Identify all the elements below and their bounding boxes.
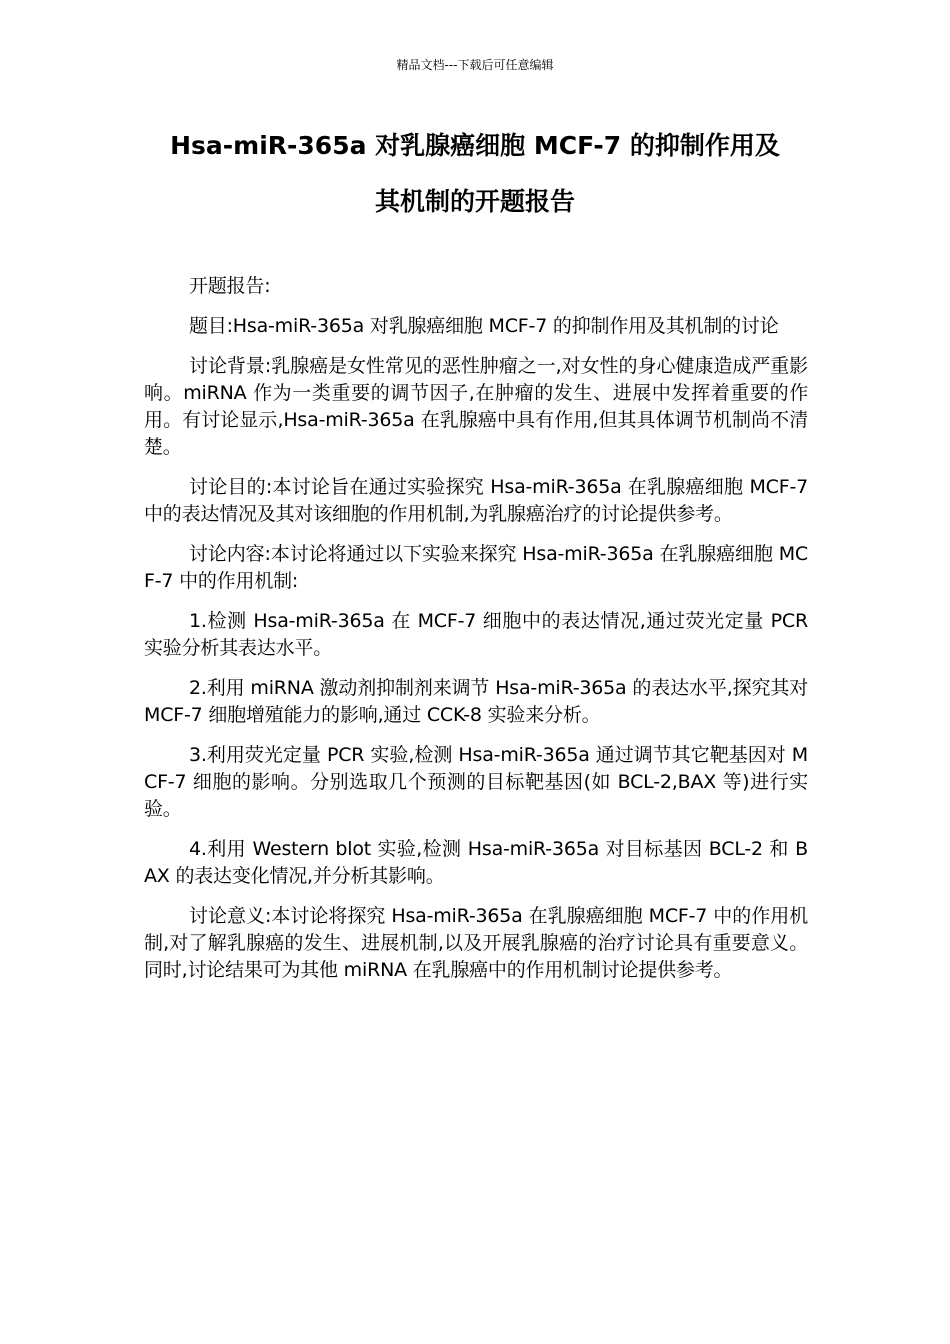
paragraph-purpose: 讨论目的:本讨论旨在通过实验探究 Hsa-miR-365a 在乳腺癌细胞 MCF-7 中的表达情况及其对该细胞的作用机制,为乳腺癌治疗的讨论提供参考。: [144, 476, 808, 525]
paragraph-experiment-3: 3.利用荧光定量 PCR 实验,检测 Hsa-miR-365a 通过调节其它靶基因对 MCF-7 细胞的影响。分别选取几个预测的目标靶基因(如 BCL-2,BAX 等)进行实验。: [144, 744, 808, 820]
paragraph-experiment-2: 2.利用 miRNA 激动剂抑制剂来调节 Hsa-miR-365a 的表达水平,探究其对 MCF-7 细胞增殖能力的影响,通过 CCK-8 实验来分析。: [144, 677, 808, 726]
page-header: 精品文档---下载后可任意编辑: [396, 58, 554, 72]
paragraph-topic: 题目:Hsa-miR-365a 对乳腺癌细胞 MCF-7 的抑制作用及其机制的讨论: [189, 315, 779, 337]
paragraph-experiment-1: 1.检测 Hsa-miR-365a 在 MCF-7 细胞中的表达情况,通过荧光定量 PCR 实验分析其表达水平。: [144, 610, 808, 659]
paragraph-experiment-4: 4.利用 Western blot 实验,检测 Hsa-miR-365a 对目标基因 BCL-2 和 BAX 的表达变化情况,并分析其影响。: [144, 838, 808, 887]
title-line-1: Hsa-miR-365a 对乳腺癌细胞 MCF-7 的抑制作用及: [170, 131, 780, 160]
document-title: [110, 132, 840, 216]
document-body: [144, 273, 808, 997]
title-line-2: 其机制的开题报告: [374, 187, 575, 216]
paragraph-report-label: 开题报告:: [189, 275, 271, 297]
paragraph-significance: 讨论意义:本讨论将探究 Hsa-miR-365a 在乳腺癌细胞 MCF-7 中的作用机制,对了解乳腺癌的发生、进展机制,以及开展乳腺癌的治疗讨论具有重要意义。同时,讨论结果可为其他 miRNA 在乳腺癌中的作用机制讨论提供参考。: [144, 905, 808, 981]
paragraph-content: 讨论内容:本讨论将通过以下实验来探究 Hsa-miR-365a 在乳腺癌细胞 MCF-7 中的作用机制:: [144, 543, 808, 592]
paragraph-background: 讨论背景:乳腺癌是女性常见的恶性肿瘤之一,对女性的身心健康造成严重影响。miRNA 作为一类重要的调节因子,在肿瘤的发生、进展中发挥着重要的作用。有讨论显示,Hsa-miR-365a 在乳腺癌中具有作用,但其具体调节机制尚不清楚。: [144, 355, 808, 458]
